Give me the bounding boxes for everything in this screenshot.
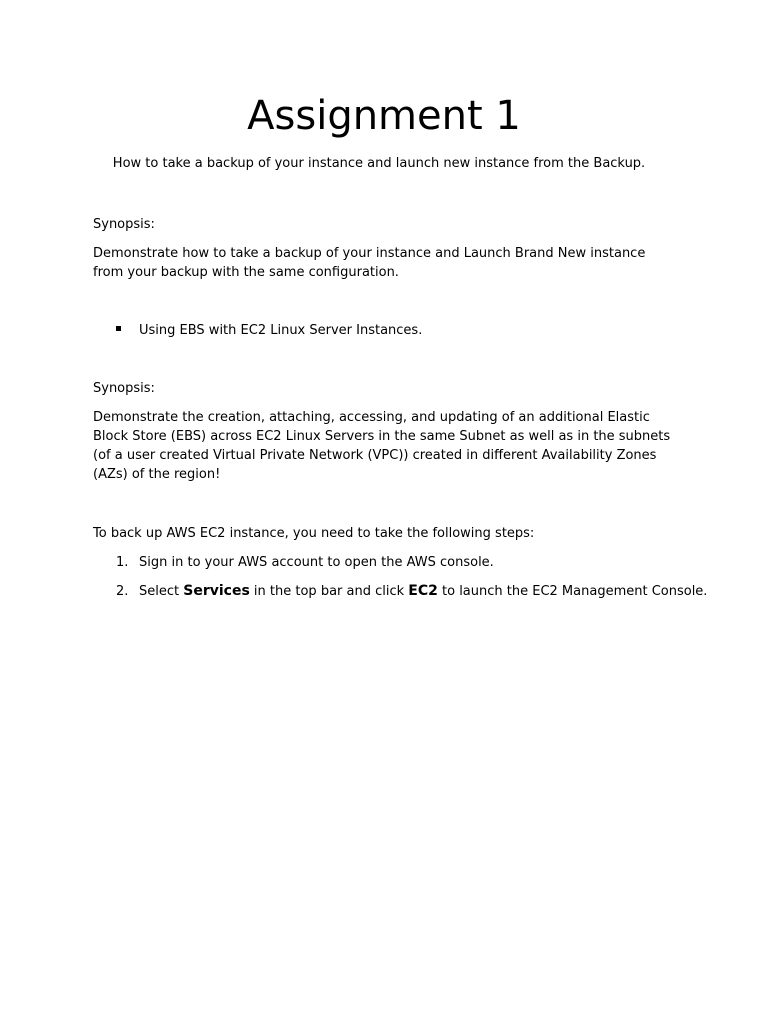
step-item-2 bbox=[116, 582, 707, 601]
ec2-keyword: EC2 bbox=[408, 583, 438, 599]
steps-intro: To back up AWS EC2 instance, you need to take the following steps: bbox=[93, 526, 535, 541]
document-subtitle: How to take a backup of your instance and launch new instance from the Backup. bbox=[112, 156, 646, 171]
step-text-2c: to launch the EC2 Management Console. bbox=[437, 584, 708, 599]
bullet-item-text: Using EBS with EC2 Linux Server Instances. bbox=[139, 323, 423, 338]
step-text-2a: Select bbox=[139, 584, 184, 599]
step-number-2: 2. bbox=[116, 584, 129, 599]
step-text-2b: in the top bar and click bbox=[249, 584, 409, 599]
square-bullet-icon bbox=[116, 326, 121, 331]
bullet-item bbox=[116, 321, 422, 340]
step-item-1 bbox=[116, 553, 494, 572]
document-title: Assignment 1 bbox=[247, 93, 521, 139]
step-text-1: Sign in to your AWS account to open the AWS console. bbox=[139, 555, 494, 570]
synopsis-text-2: Demonstrate the creation, attaching, accessing, and updating of an additional Elastic Block Store (EBS) across EC2 Linux Servers in the same Subnet as well as in the subnets (of a user created Virtual Private Network (VPC)) created in different Availability Zones (AZs) of the region! bbox=[93, 410, 671, 482]
services-keyword: Services bbox=[183, 583, 250, 599]
synopsis-heading-1: Synopsis: bbox=[93, 217, 155, 232]
synopsis-text-1: Demonstrate how to take a backup of your instance and Launch Brand New instance from your backup with the same configuration. bbox=[93, 246, 646, 280]
synopsis-heading-2: Synopsis: bbox=[93, 381, 155, 396]
step-number-1: 1. bbox=[116, 555, 129, 570]
